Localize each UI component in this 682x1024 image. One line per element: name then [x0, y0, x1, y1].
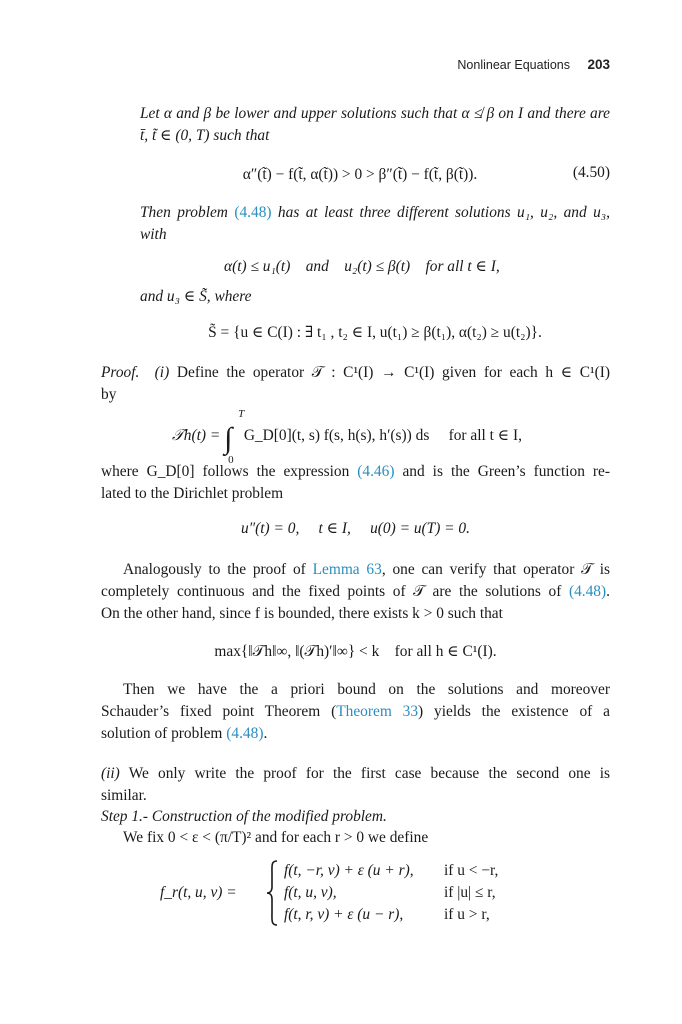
proof-line-1: Proof. (i) Define the operator 𝒯 : C¹(I) → C¹(I) given for each h ∈ C¹(I) [101, 364, 611, 381]
theorem-line-2: t̄, t̃ ∈ (0, T) such that [140, 127, 270, 144]
equation-4-50: α″(t̃) − f(t̃, α(t̃)) > 0 > β″(t̃) − f(t̃, β(t̃)). [242, 166, 478, 183]
proof-label: Proof. [101, 364, 140, 381]
page-number: 203 [587, 57, 610, 72]
a-priori-bound: max{‖𝒯h‖∞, ‖(𝒯h)′‖∞} < k for all h ∈ C¹(I). [214, 643, 497, 660]
equation-number-4-50: (4.50) [572, 164, 610, 181]
similar-line: similar. [101, 787, 147, 804]
other-hand-line: On the other hand, since f is bounded, there exists k > 0 such that [101, 605, 503, 622]
case-row: f(t, u, v), if |u| ≤ r, [284, 884, 496, 901]
then-line: Then we have the a priori bound on the solutions and moreover [123, 681, 610, 698]
where-line-2: lated to the Dirichlet problem [101, 485, 284, 502]
case-row: f(t, −r, v) + ε (u + r), if u < −r, [284, 862, 499, 879]
where-line-1: where G_D[0] follows the expression (4.46) and is the Green’s function re- [101, 463, 610, 480]
theorem-conclusion: Then problem (4.48) has at least three different solutions u₁, u₂, and u₃, [140, 204, 610, 221]
ref-4-46[interactable]: (4.46) [357, 463, 395, 480]
part-ii-line: (ii) We only write the proof for the first case because the second one is [101, 765, 610, 782]
left-brace [266, 860, 278, 926]
continuity-line: completely continuous and the fixed points of 𝒯 are the solutions of (4.48). [101, 583, 610, 600]
running-header [457, 57, 610, 72]
fix-epsilon-line: We fix 0 < ε < (π/T)² and for each r > 0 we define [123, 829, 429, 846]
operator-definition: 𝒯h(t) = ∫ T 0 G_D[0](t, s) f(s, h(s), h′(s)) ds for all t ∈ I, [172, 408, 522, 466]
theorem-and-u3: and u₃ ∈ S̃, where [140, 288, 252, 305]
ref-lemma-63[interactable]: Lemma 63 [312, 561, 382, 578]
running-title: Nonlinear Equations [457, 58, 570, 72]
proof-line-2: by [101, 386, 117, 403]
theorem-with: with [140, 226, 167, 243]
inequality-line: α(t) ≤ u₁(t) and u₂(t) ≤ β(t) for all t ∈ I, [224, 258, 500, 275]
fr-definition-lhs: f_r(t, u, v) = [160, 884, 237, 901]
step-1-heading: Step 1.- Construction of the modified problem. [101, 808, 387, 825]
piecewise-cases [284, 860, 614, 926]
set-definition: S̃ = {u ∈ C(I) : ∃ t₁ , t₂ ∈ I, u(t₁) ≥ β(t₁), α(t₂) ≥ u(t₂)}. [208, 324, 542, 341]
dirichlet-problem: u″(t) = 0, t ∈ I, u(0) = u(T) = 0. [241, 520, 470, 537]
ref-4-48-b[interactable]: (4.48) [568, 583, 607, 600]
integral-sign: ∫ T 0 [224, 408, 245, 466]
solution-line: solution of problem (4.48). [101, 725, 268, 742]
ref-4-48[interactable]: (4.48) [234, 204, 272, 221]
analog-line: Analogously to the proof of Lemma 63, one can verify that operator 𝒯 is [123, 561, 610, 578]
theorem-line-1: Let α and β be lower and upper solutions such that α ≰ β on I and there are [140, 105, 610, 122]
ref-theorem-33[interactable]: Theorem 33 [336, 703, 419, 720]
case-row: f(t, r, v) + ε (u − r), if u > r, [284, 906, 490, 923]
schauder-line: Schauder’s fixed point Theorem (Theorem 33) yields the existence of a [101, 703, 610, 720]
ref-4-48-c[interactable]: (4.48) [226, 725, 264, 742]
